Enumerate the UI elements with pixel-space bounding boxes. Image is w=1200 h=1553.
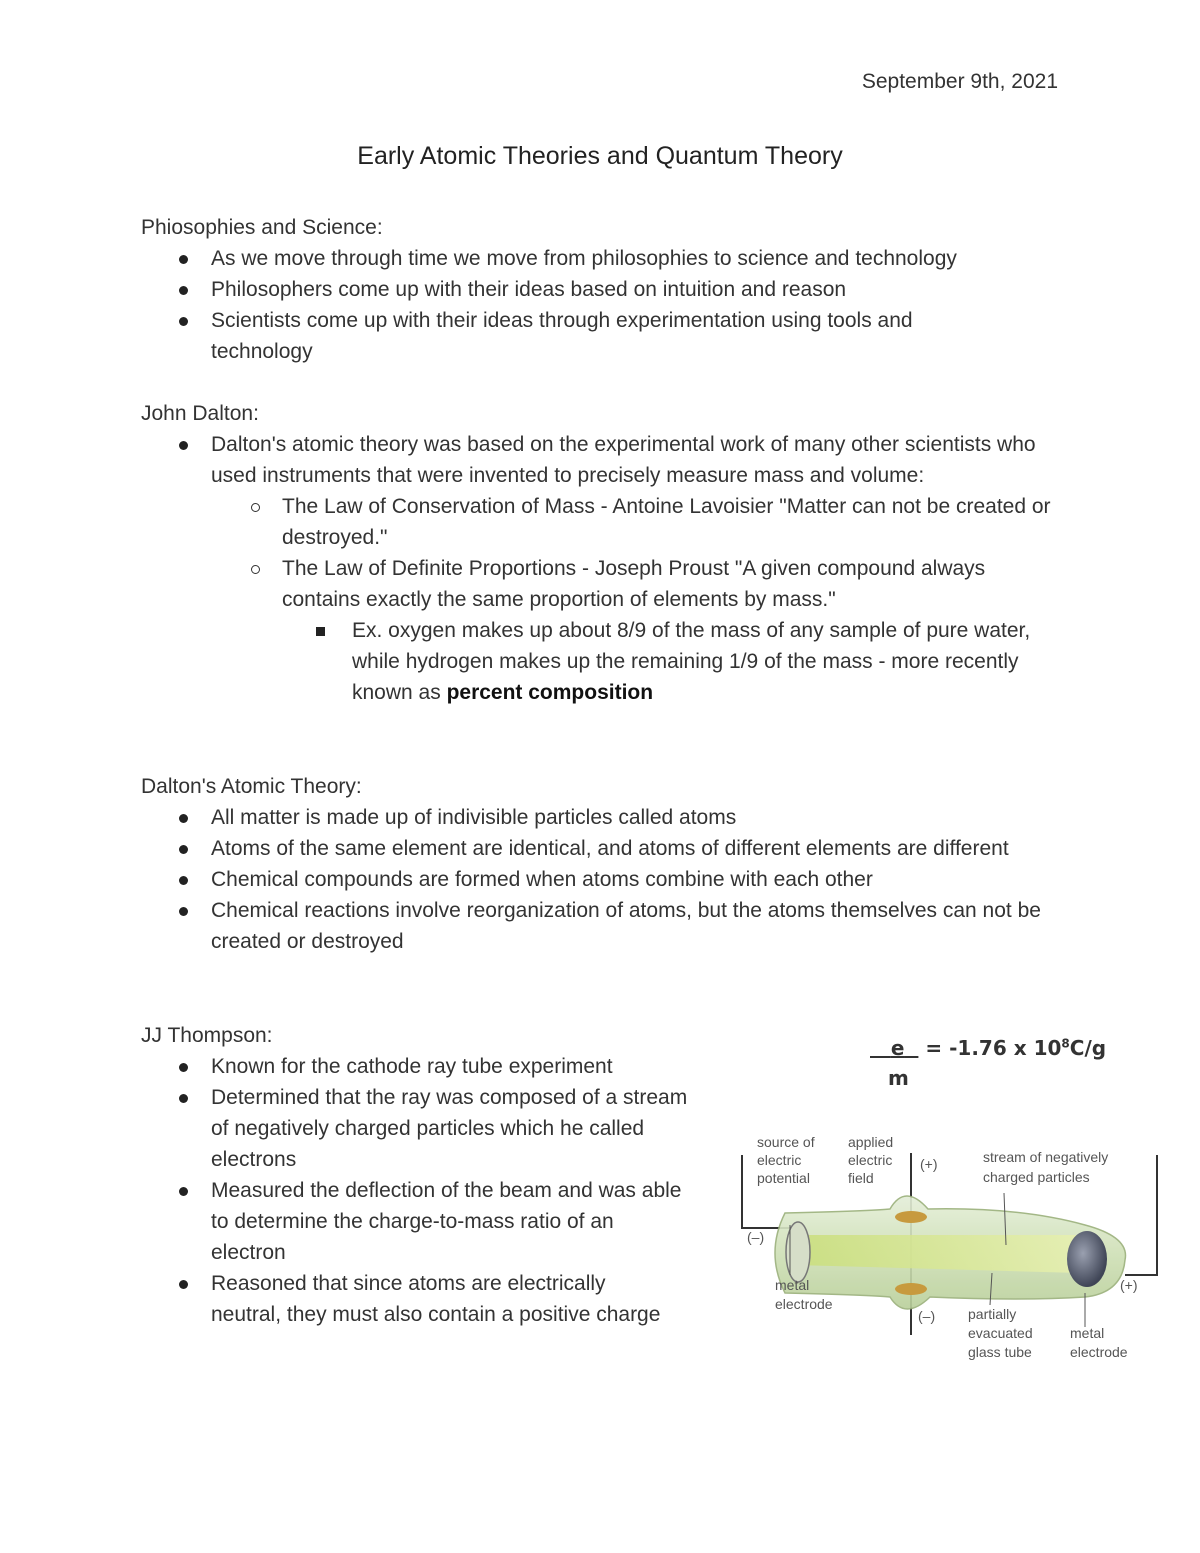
- list-item: Reasoned that since atoms are electrically neutral, they must also contain a positive charge: [141, 1268, 661, 1330]
- list-item: Chemical reactions involve reorganization of atoms, but the atoms themselves can not be created or destroyed: [141, 895, 1051, 957]
- section-daltons-atomic-theory: [141, 771, 1051, 957]
- svg-text:electric: electric: [757, 1152, 802, 1168]
- list-item: Chemical compounds are formed when atoms combine with each other: [141, 864, 1051, 895]
- label-plus-top: (+): [920, 1156, 938, 1172]
- cathode-ray-tube-diagram: [730, 1125, 1170, 1375]
- list-item: Scientists come up with their ideas through experimentation using tools and technology: [141, 305, 1011, 367]
- list-item: Determined that the ray was composed of a stream of negatively charged particles which he called electrons: [141, 1082, 691, 1175]
- hollow-bullet-icon: [251, 565, 260, 574]
- list-item: Atoms of the same element are identical, and atoms of different elements are different: [141, 833, 1051, 864]
- sub-list-item: The Law of Definite Proportions - Joseph Proust "A given compound always contains exactly the same proportion of elements by mass.": [141, 553, 1051, 615]
- charge-mass-formula: [870, 1036, 1106, 1090]
- bullet-icon: [179, 1280, 188, 1289]
- sub-sub-list-item: Ex. oxygen makes up about 8/9 of the mass of any sample of pure water, while hydrogen makes up the remaining 1/9 of the mass - more recently known as percent composition: [141, 615, 1051, 708]
- section-heading: Dalton's Atomic Theory:: [141, 775, 362, 798]
- bullet-icon: [179, 1063, 188, 1072]
- document-title: Early Atomic Theories and Quantum Theory: [357, 142, 843, 170]
- label-stream: stream of negatively: [983, 1149, 1109, 1165]
- svg-text:electric: electric: [848, 1152, 893, 1168]
- right-electrode: [1067, 1231, 1107, 1287]
- bullet-icon: [179, 907, 188, 916]
- list-item: Measured the deflection of the beam and was able to determine the charge-to-mass ratio of an electron: [141, 1175, 691, 1268]
- formula-denominator: m: [888, 1066, 909, 1090]
- sub-list-item: The Law of Conservation of Mass - Antoine Lavoisier "Matter can not be created or destroyed.": [141, 491, 1051, 553]
- right-wire: [1125, 1155, 1157, 1275]
- bullet-icon: [179, 1094, 188, 1103]
- list-item: All matter is made up of indivisible particles called atoms: [141, 802, 1051, 833]
- document-date: September 9th, 2021: [861, 70, 1058, 93]
- svg-text:charged particles: charged particles: [983, 1169, 1090, 1185]
- bullet-list: [141, 1051, 701, 1330]
- list-item: Known for the cathode ray tube experiment: [141, 1051, 701, 1082]
- bottom-plate: [895, 1283, 927, 1295]
- label-metal-left: metal: [775, 1277, 810, 1293]
- formula-rhs: = -1.76 x 10: [925, 1036, 1062, 1060]
- bold-term: percent composition: [446, 681, 654, 704]
- svg-text:potential: potential: [757, 1170, 810, 1186]
- bullet-list: [141, 802, 1051, 957]
- top-plate: [895, 1211, 927, 1223]
- section-philosophies: [141, 212, 1071, 367]
- section-john-dalton: [141, 398, 1051, 708]
- bullet-icon: [179, 845, 188, 854]
- label-glass: partially: [968, 1306, 1017, 1322]
- label-metal-right: metal: [1070, 1325, 1105, 1341]
- list-item: Dalton's atomic theory was based on the experimental work of many other scientists who used instruments that were invented to precisely measure mass and volume:: [141, 429, 1051, 491]
- square-bullet-icon: [316, 627, 325, 636]
- label-field: applied: [848, 1134, 894, 1150]
- bullet-icon: [179, 876, 188, 885]
- section-jj-thompson: [141, 1020, 701, 1330]
- svg-text:field: field: [848, 1170, 874, 1186]
- formula-unit: C/g: [1069, 1036, 1107, 1060]
- hollow-bullet-icon: [251, 503, 260, 512]
- svg-text:electrode: electrode: [775, 1296, 833, 1312]
- section-heading: Phiosophies and Science:: [141, 216, 383, 239]
- label-plus-right: (+): [1120, 1277, 1138, 1293]
- list-item: As we move through time we move from philosophies to science and technology: [141, 243, 1071, 274]
- bullet-list: [141, 429, 1051, 708]
- label-source: source of: [757, 1134, 815, 1150]
- svg-text:electrode: electrode: [1070, 1344, 1128, 1360]
- label-minus-left: (–): [747, 1229, 765, 1245]
- svg-text:evacuated: evacuated: [968, 1325, 1033, 1341]
- section-heading: JJ Thompson:: [141, 1024, 273, 1047]
- bullet-icon: [179, 1187, 188, 1196]
- svg-text:glass tube: glass tube: [968, 1344, 1032, 1360]
- section-heading: John Dalton:: [141, 402, 259, 425]
- bullet-icon: [179, 255, 188, 264]
- list-item: Philosophers come up with their ideas based on intuition and reason: [141, 274, 1071, 305]
- formula-exponent: 8: [1061, 1036, 1070, 1051]
- bullet-icon: [179, 441, 188, 450]
- bullet-icon: [179, 814, 188, 823]
- bullet-icon: [179, 286, 188, 295]
- bullet-icon: [179, 317, 188, 326]
- formula-numerator: e: [890, 1036, 905, 1060]
- label-minus-bottom: (–): [918, 1308, 936, 1324]
- bullet-list: [141, 243, 1071, 367]
